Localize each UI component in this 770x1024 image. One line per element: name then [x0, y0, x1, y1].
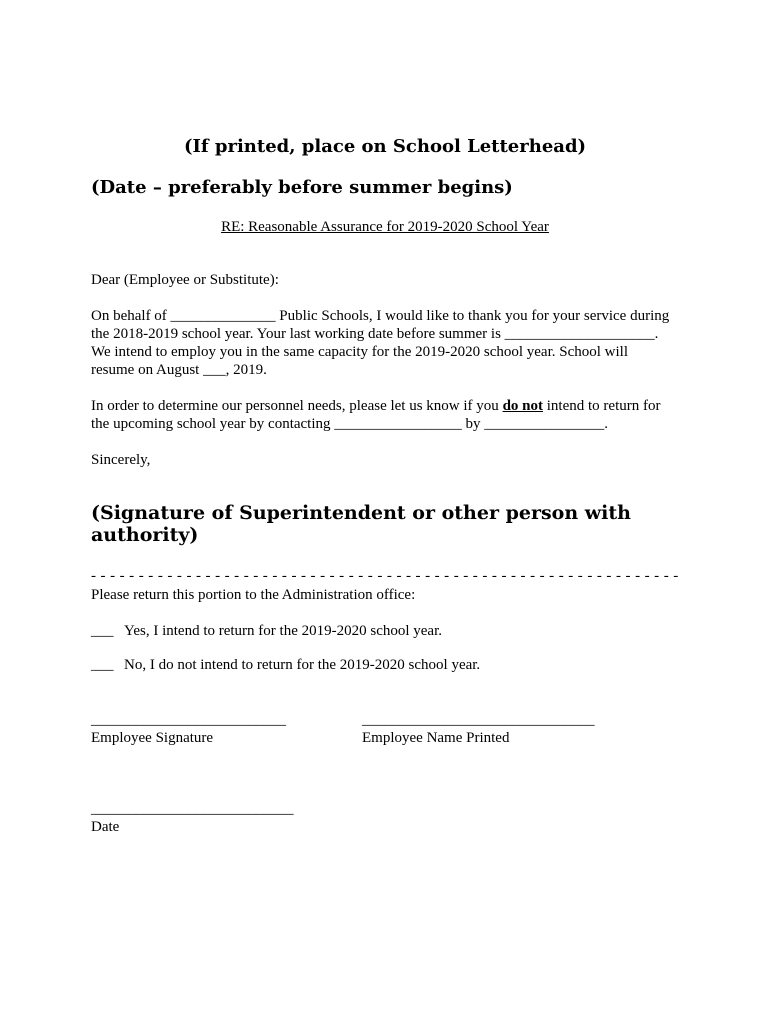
- emphasis-do-not: do not: [502, 398, 543, 414]
- paragraph-intro-line: On behalf of ______________ Public Schools, I would like to thank you for your service during: [91, 308, 670, 324]
- paragraph-intro-line: the 2018-2019 school year. Your last working date before summer is ____________________.: [91, 326, 659, 342]
- employee-name-line[interactable]: _______________________________: [362, 712, 595, 728]
- cut-line: - - - - - - - - - - - - - - - - - - - - - - - - - - - - - - - - - - - - - - - - - - - - - - - - - - - - - - - - - - - - - -: [91, 568, 679, 584]
- paragraph-return-text: In order to determine our personnel needs, please let us know if you: [91, 398, 503, 414]
- option-no-blank[interactable]: ___: [91, 657, 114, 673]
- date-note: (Date – preferably before summer begins): [91, 177, 513, 198]
- date-label: Date: [91, 819, 120, 835]
- return-instruction: Please return this portion to the Administration office:: [91, 587, 416, 603]
- employee-signature-line[interactable]: __________________________: [91, 712, 286, 728]
- paragraph-return-line: the upcoming school year by contacting _________________ by ________________.: [91, 416, 609, 432]
- option-no-label: No, I do not intend to return for the 2019-2020 school year.: [124, 657, 481, 673]
- paragraph-return-request: [91, 397, 691, 433]
- paragraph-intro-line: resume on August ___, 2019.: [91, 362, 267, 378]
- paragraph-intro-line: We intend to employ you in the same capacity for the 2019-2020 school year. School will: [91, 344, 629, 360]
- letterhead-note: (If printed, place on School Letterhead): [183, 136, 587, 157]
- option-yes-blank[interactable]: ___: [91, 623, 114, 639]
- employee-name-label: Employee Name Printed: [362, 730, 510, 746]
- paragraph-return-text: intend to return for: [543, 398, 661, 414]
- option-yes-label: Yes, I intend to return for the 2019-2020 school year.: [124, 623, 443, 639]
- date-line[interactable]: ___________________________: [91, 801, 294, 817]
- employee-signature-label: Employee Signature: [91, 730, 214, 746]
- signature-heading: (Signature of Superintendent or other person with authority): [91, 502, 631, 546]
- paragraph-return-line: [91, 397, 691, 415]
- paragraph-intro: [91, 307, 691, 379]
- subject-line: RE: Reasonable Assurance for 2019-2020 School Year: [221, 219, 549, 235]
- closing: Sincerely,: [91, 452, 151, 468]
- salutation: Dear (Employee or Substitute):: [91, 272, 279, 288]
